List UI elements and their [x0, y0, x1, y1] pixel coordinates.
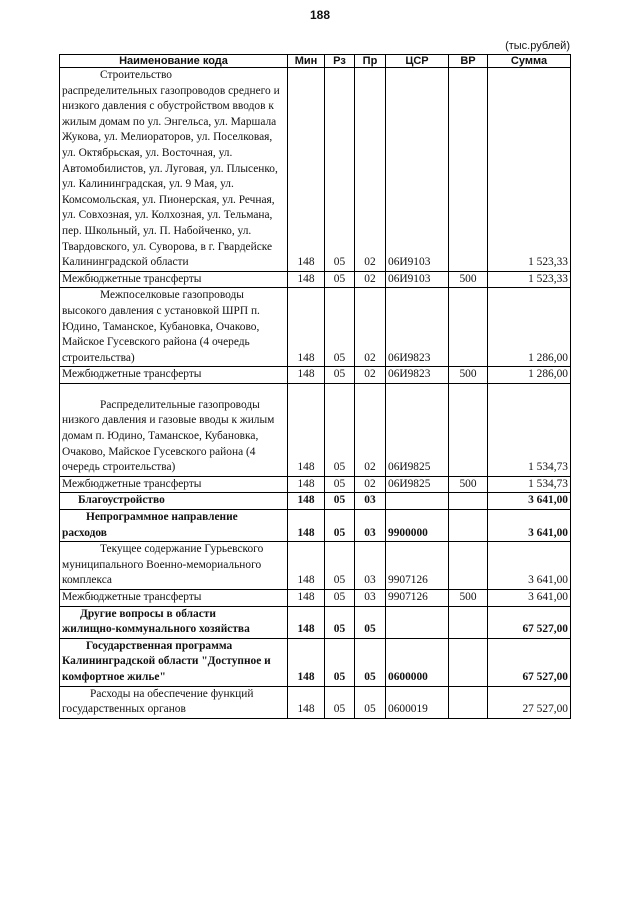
table-row: [60, 367, 571, 384]
row-csr: 9907126: [386, 542, 449, 590]
row-rz: 05: [325, 271, 355, 288]
row-pr: 03: [355, 590, 386, 607]
row-vr: [449, 68, 488, 272]
row-pr: 03: [355, 510, 386, 542]
row-min: 148: [288, 288, 325, 367]
row-rz: 05: [325, 68, 355, 272]
row-rz: 05: [325, 367, 355, 384]
row-pr: 02: [355, 68, 386, 272]
row-name: Межбюджетные трансферты: [60, 476, 288, 493]
row-rz: 05: [325, 288, 355, 367]
units-label: (тыс.рублей): [505, 40, 570, 52]
row-pr: 03: [355, 493, 386, 510]
row-rz: 05: [325, 476, 355, 493]
table-row: [60, 510, 571, 542]
row-sum: 3 641,00: [488, 510, 571, 542]
row-sum: 1 534,73: [488, 476, 571, 493]
row-pr: 02: [355, 383, 386, 476]
row-name: Межбюджетные трансферты: [60, 367, 288, 384]
row-vr: [449, 638, 488, 686]
table-row: [60, 606, 571, 638]
row-rz: 05: [325, 638, 355, 686]
header-min: Мин: [288, 55, 325, 68]
row-sum: 1 286,00: [488, 288, 571, 367]
row-sum: 3 641,00: [488, 590, 571, 607]
row-vr: 500: [449, 590, 488, 607]
row-vr: [449, 606, 488, 638]
table-row: [60, 686, 571, 718]
row-name: Строительство распределительных газопроводов среднего и низкого давления с обустройством вводов к жилым домам по ул. Энгельса, ул. Маршала Жукова, ул. Мелиораторов, ул. Поселковая, ул. Октябрьская, ул. Восточная, ул. Автомобилистов, ул. Луговая, ул. Плысенко, ул. Калининградская, ул. 9 Мая, ул. Комсомольская, ул. Пионерская, ул. Речная, ул. Совхозная, ул. Колхозная, ул. Тельмана, пер. Школьный, ул. П. Набойченко, ул. Твардовского, ул. Суворова, в г. Гвардейске Калининградской области: [60, 68, 288, 272]
row-csr: 9907126: [386, 590, 449, 607]
header-name: Наименование кода: [60, 55, 288, 68]
table-row: [60, 590, 571, 607]
row-min: 148: [288, 383, 325, 476]
row-rz: 05: [325, 686, 355, 718]
row-min: 148: [288, 271, 325, 288]
row-pr: 05: [355, 606, 386, 638]
table-row: [60, 542, 571, 590]
row-csr: 06И9825: [386, 476, 449, 493]
table-row: [60, 493, 571, 510]
header-vr: ВР: [449, 55, 488, 68]
header-csr: ЦСР: [386, 55, 449, 68]
row-pr: 02: [355, 476, 386, 493]
row-sum: 67 527,00: [488, 638, 571, 686]
row-name: Межпоселковые газопроводы высокого давления с установкой ШРП п. Юдино, Таманское, Кубановка, Очаково, Майское Гусевского района (4 очередь строительства): [60, 288, 288, 367]
table-row: [60, 383, 571, 476]
row-min: 148: [288, 493, 325, 510]
row-name: Межбюджетные трансферты: [60, 590, 288, 607]
row-sum: 1 523,33: [488, 68, 571, 272]
row-csr: 06И9103: [386, 271, 449, 288]
row-name: Распределительные газопроводы низкого давления и газовые вводы к жилым домам п. Юдино, Таманское, Кубановка, Очаково, Майское Гусевского района (4 очередь строительства): [60, 383, 288, 476]
row-csr: 0600019: [386, 686, 449, 718]
row-vr: [449, 383, 488, 476]
row-min: 148: [288, 638, 325, 686]
row-csr: [386, 493, 449, 510]
budget-table: [59, 54, 571, 719]
row-rz: 05: [325, 383, 355, 476]
header-rz: Рз: [325, 55, 355, 68]
row-name: Текущее содержание Гурьевского муниципального Военно-мемориального комплекса: [60, 542, 288, 590]
row-sum: 1 286,00: [488, 367, 571, 384]
row-sum: 27 527,00: [488, 686, 571, 718]
page-number: 188: [309, 8, 331, 22]
row-csr: 9900000: [386, 510, 449, 542]
row-pr: 02: [355, 367, 386, 384]
row-rz: 05: [325, 606, 355, 638]
row-min: 148: [288, 367, 325, 384]
row-min: 148: [288, 686, 325, 718]
row-vr: [449, 686, 488, 718]
row-rz: 05: [325, 493, 355, 510]
row-pr: 02: [355, 271, 386, 288]
row-name: Другие вопросы в области жилищно-коммунального хозяйства: [60, 606, 288, 638]
table-row: [60, 476, 571, 493]
table-row: [60, 638, 571, 686]
row-csr: 06И9823: [386, 367, 449, 384]
table-row: [60, 288, 571, 367]
row-csr: 06И9823: [386, 288, 449, 367]
row-name: Расходы на обеспечение функций государственных органов: [60, 686, 288, 718]
row-sum: 3 641,00: [488, 542, 571, 590]
table-row: [60, 68, 571, 272]
row-vr: 500: [449, 476, 488, 493]
row-csr: 06И9103: [386, 68, 449, 272]
row-vr: [449, 493, 488, 510]
row-rz: 05: [325, 590, 355, 607]
row-csr: 0600000: [386, 638, 449, 686]
row-vr: [449, 288, 488, 367]
row-min: 148: [288, 590, 325, 607]
row-min: 148: [288, 542, 325, 590]
row-sum: 1 523,33: [488, 271, 571, 288]
row-pr: 05: [355, 638, 386, 686]
row-vr: [449, 542, 488, 590]
header-pr: Пр: [355, 55, 386, 68]
row-sum: 3 641,00: [488, 493, 571, 510]
row-min: 148: [288, 68, 325, 272]
row-csr: [386, 606, 449, 638]
row-name: Межбюджетные трансферты: [60, 271, 288, 288]
table-row: [60, 271, 571, 288]
row-min: 148: [288, 476, 325, 493]
row-pr: 05: [355, 686, 386, 718]
row-vr: 500: [449, 367, 488, 384]
row-pr: 03: [355, 542, 386, 590]
row-csr: 06И9825: [386, 383, 449, 476]
row-sum: 1 534,73: [488, 383, 571, 476]
row-min: 148: [288, 606, 325, 638]
row-vr: [449, 510, 488, 542]
row-name: Государственная программа Калининградской области "Доступное и комфортное жилье": [60, 638, 288, 686]
row-rz: 05: [325, 510, 355, 542]
row-vr: 500: [449, 271, 488, 288]
row-rz: 05: [325, 542, 355, 590]
header-sum: Сумма: [488, 55, 571, 68]
row-name: Непрограммное направление расходов: [60, 510, 288, 542]
table-header-row: [60, 55, 571, 68]
row-min: 148: [288, 510, 325, 542]
row-sum: 67 527,00: [488, 606, 571, 638]
row-pr: 02: [355, 288, 386, 367]
row-name: Благоустройство: [60, 493, 288, 510]
